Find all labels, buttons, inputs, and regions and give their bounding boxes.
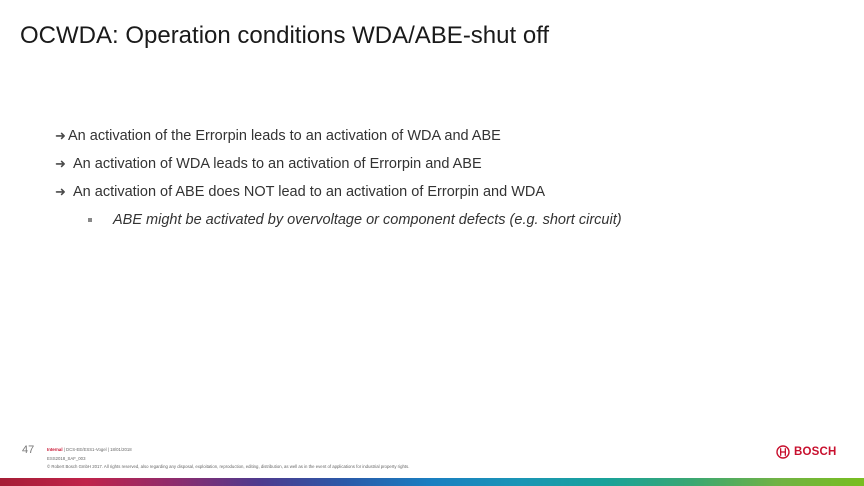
bullet-item bbox=[55, 183, 545, 201]
bosch-armature-icon bbox=[776, 445, 790, 459]
bullet-item bbox=[55, 155, 482, 173]
classification-label: Internal bbox=[47, 447, 63, 452]
bullet-text: An activation of the Errorpin leads to an activation of WDA and ABE bbox=[68, 128, 501, 144]
arrow-right-icon: ➜ bbox=[55, 128, 66, 143]
arrow-right-icon: ➜ bbox=[55, 156, 66, 171]
page-number: 47 bbox=[22, 444, 35, 456]
bullet-text: An activation of WDA leads to an activation of Errorpin and ABE bbox=[73, 156, 482, 172]
footer-meta: | DCS-EE/ESS1-Vogel | 18/01/2018 bbox=[62, 447, 132, 452]
footer bbox=[47, 446, 409, 472]
bullet-item bbox=[55, 127, 501, 145]
arrow-right-icon: ➜ bbox=[55, 184, 66, 199]
footer-line-1 bbox=[47, 446, 409, 455]
document-id: ESS2018_SAF_003 bbox=[47, 455, 86, 461]
sub-bullet-text: ABE might be activated by overvoltage or component defects (e.g. short circuit) bbox=[113, 212, 622, 228]
slide-title: OCWDA: Operation conditions WDA/ABE-shut off bbox=[20, 22, 550, 49]
bullet-list bbox=[55, 0, 835, 486]
copyright-notice: © Robert Bosch GmbH 2017. All rights reserved, also regarding any disposal, exploitation, reproduction, editing, distribution, as well as in the event of applications for industrial property rights. bbox=[47, 464, 410, 469]
square-bullet-icon bbox=[88, 218, 92, 222]
brand-color-bar bbox=[0, 478, 864, 486]
bosch-logo bbox=[776, 445, 837, 459]
bullet-text: An activation of ABE does NOT lead to an activation of Errorpin and WDA bbox=[73, 184, 546, 200]
logo-text: BOSCH bbox=[794, 446, 837, 458]
sub-bullet-item bbox=[88, 211, 622, 229]
